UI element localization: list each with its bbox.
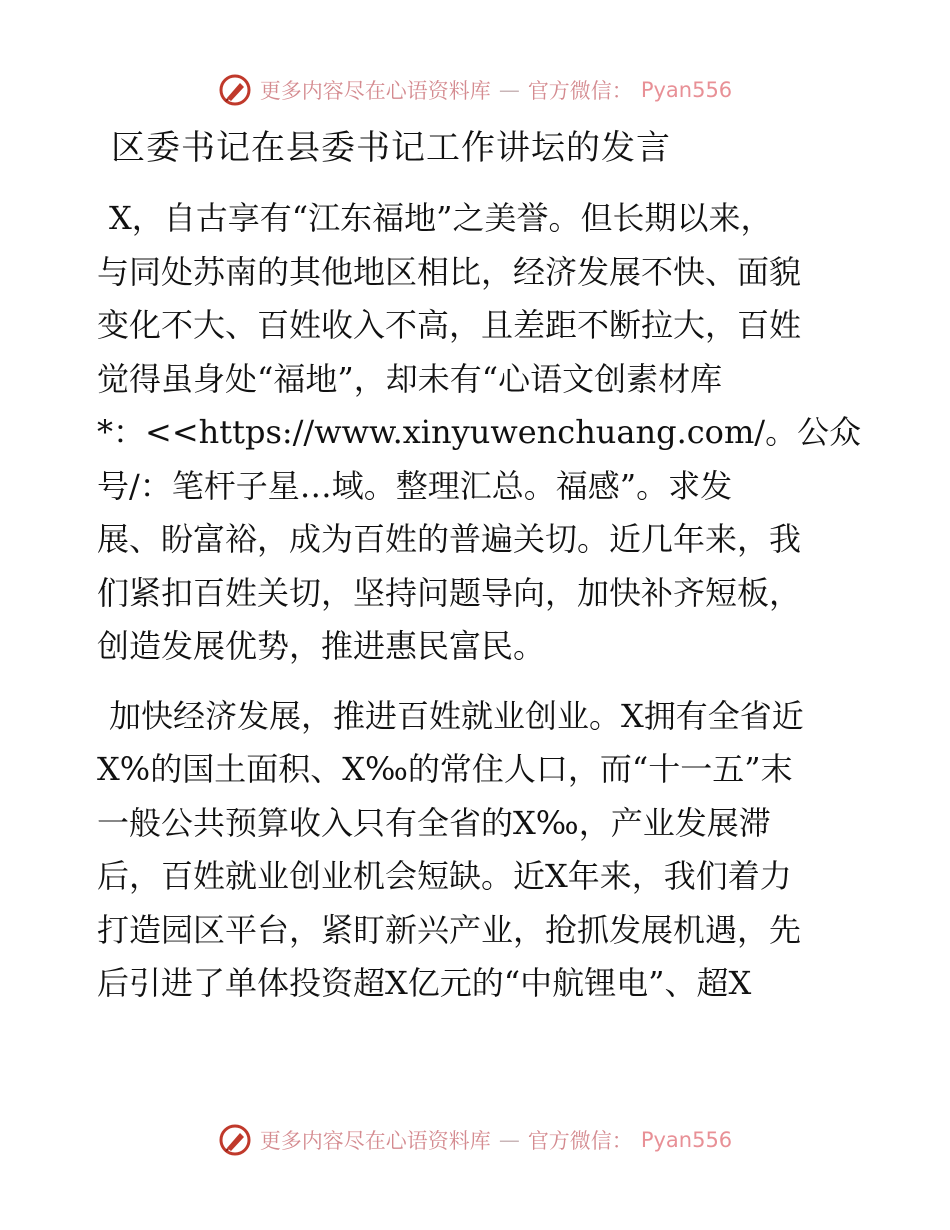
document-body	[97, 120, 862, 1011]
watermark-text: 更多内容尽在心语资料库	[259, 1129, 491, 1153]
paragraph-line: 觉得虽身处“福地”，却未有“心语文创素材库	[97, 359, 723, 398]
paragraph-line: 们紧扣百姓关切，坚持问题导向，加快补齐短板，	[97, 573, 802, 612]
pen-logo-icon	[218, 73, 252, 107]
watermark-text: 更多内容尽在心语资料库	[259, 79, 491, 103]
paragraph-line: 一般公共预算收入只有全省的X‰，产业发展滞	[97, 803, 771, 842]
footer-watermark	[0, 1120, 950, 1160]
paragraph-line: X，自古享有“江东福地”之美誉。但长期以来，	[109, 199, 773, 237]
watermark-wechat-handle: Pyan556	[640, 1128, 733, 1152]
watermark-dash: —	[498, 1128, 520, 1152]
paragraph-2	[97, 690, 849, 1011]
watermark-dash: —	[498, 78, 520, 102]
paragraph-line: 后引进了单体投资超X亿元的“中航锂电”、超X	[97, 964, 752, 1002]
paragraph-line: 与同处苏南的其他地区相比，经济发展不快、面貌	[97, 252, 802, 291]
paragraph-line: 打造园区平台，紧盯新兴产业，抢抓发展机遇，先	[97, 910, 802, 949]
paragraph-line: 创造发展优势，推进惠民富民。	[97, 627, 546, 665]
paragraph-line: 变化不大、百姓收入不高，且差距不断拉大，百姓	[97, 306, 802, 344]
paragraph-line: *：<<https://www.xinyuwenchuang.com/。公众	[97, 413, 862, 451]
watermark-official-label: 官方微信：	[527, 1129, 633, 1153]
document-title: 区委书记在县委书记工作讲坛的发言	[111, 128, 671, 168]
paragraph-line: 号/：笔杆子星…域。整理汇总。福感”。求发	[97, 466, 733, 505]
paragraph-1	[97, 192, 862, 674]
paragraph-line: 后，百姓就业创业机会短缺。近X年来，我们着力	[97, 857, 792, 895]
watermark-official-label: 官方微信：	[527, 79, 633, 103]
watermark-wechat-handle: Pyan556	[640, 78, 733, 102]
paragraph-line: X%的国土面积、X‰的常住人口，而“十一五”末	[97, 750, 793, 788]
paragraph-line: 展、盼富裕，成为百姓的普遍关切。近几年来，我	[97, 520, 802, 558]
header-watermark	[0, 70, 950, 110]
paragraph-line: 加快经济发展，推进百姓就业创业。X拥有全省近	[109, 696, 804, 735]
pen-logo-icon	[218, 1123, 252, 1157]
